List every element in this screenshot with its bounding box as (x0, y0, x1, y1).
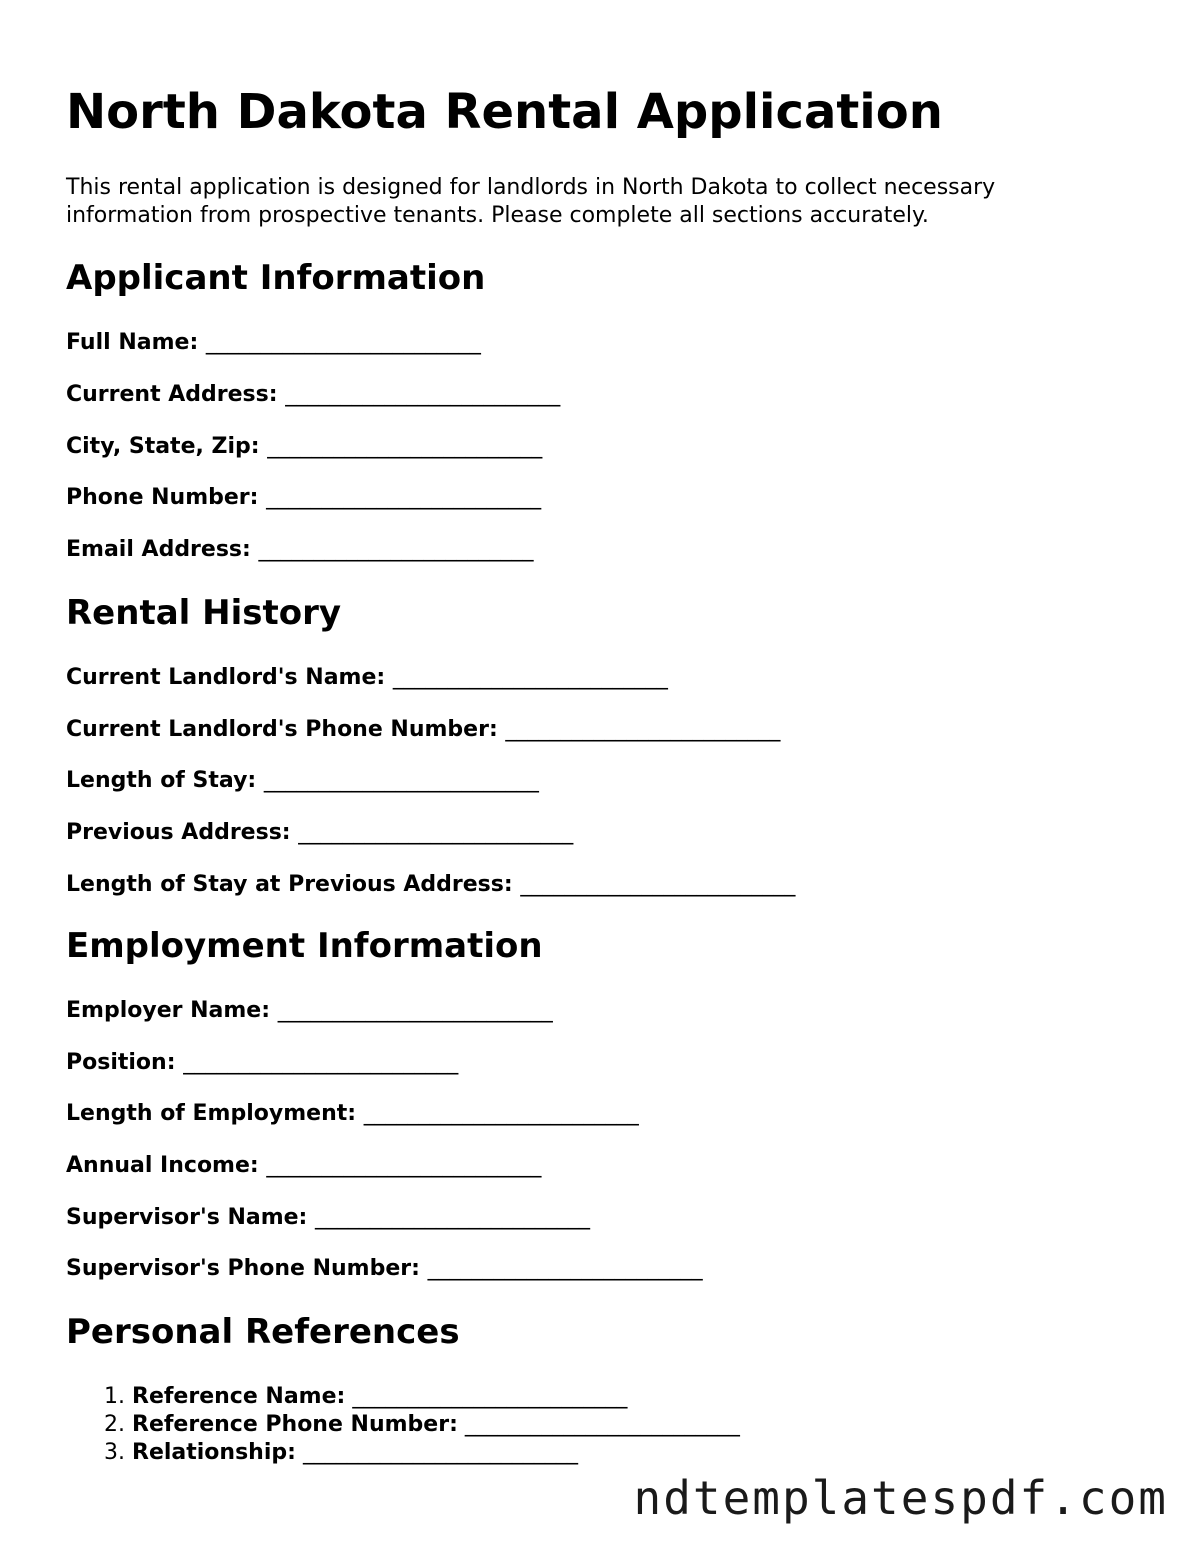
list-number: 3. (104, 1440, 125, 1465)
field-blank-line[interactable]: _________________________ (520, 872, 796, 897)
field-label: Supervisor's Phone Number: (66, 1256, 420, 1281)
field-email-address[interactable] (66, 536, 534, 564)
field-current-address[interactable] (66, 381, 560, 409)
field-previous-address[interactable] (66, 819, 573, 847)
section-heading-applicant: Applicant Information (66, 258, 486, 298)
field-length-of-employment[interactable] (66, 1100, 639, 1128)
list-number: 2. (104, 1412, 125, 1437)
field-label: City, State, Zip: (66, 434, 260, 459)
section-heading-employment: Employment Information (66, 926, 543, 966)
field-label: Phone Number: (66, 485, 259, 510)
field-supervisor-phone[interactable] (66, 1255, 703, 1283)
field-label: Current Landlord's Name: (66, 665, 386, 690)
page-title: North Dakota Rental Application (66, 84, 943, 140)
field-label: Supervisor's Name: (66, 1205, 308, 1230)
intro-paragraph: This rental application is designed for landlords in North Dakota to collect necessary information from prospective tenants. Please complete all sections accurately. (66, 175, 996, 228)
field-length-of-stay[interactable] (66, 767, 539, 795)
field-city-state-zip[interactable] (66, 433, 542, 461)
field-blank-line[interactable]: _________________________ (352, 1384, 628, 1409)
field-label: Current Address: (66, 382, 278, 407)
field-label: Length of Stay: (66, 768, 257, 793)
field-current-landlord-name[interactable] (66, 664, 668, 692)
reference-item-phone[interactable] (66, 1411, 740, 1439)
watermark-text: ndtemplatespdf.com (633, 1471, 1168, 1525)
field-label: Previous Address: (66, 820, 291, 845)
field-blank-line[interactable]: _________________________ (298, 820, 574, 845)
field-blank-line[interactable]: _________________________ (183, 1050, 459, 1075)
field-blank-line[interactable]: _________________________ (266, 1153, 542, 1178)
field-blank-line[interactable]: _________________________ (363, 1101, 639, 1126)
list-number: 1. (104, 1384, 125, 1409)
field-supervisor-name[interactable] (66, 1204, 590, 1232)
field-label: Reference Phone Number: (132, 1412, 458, 1437)
field-phone-number[interactable] (66, 484, 541, 512)
section-heading-references: Personal References (66, 1312, 460, 1352)
reference-item-name[interactable] (66, 1383, 740, 1411)
field-label: Current Landlord's Phone Number: (66, 717, 498, 742)
field-blank-line[interactable]: _________________________ (263, 768, 539, 793)
section-heading-rental-history: Rental History (66, 593, 342, 633)
field-blank-line[interactable]: _________________________ (505, 717, 781, 742)
field-label: Annual Income: (66, 1153, 259, 1178)
field-current-landlord-phone[interactable] (66, 716, 780, 744)
field-position[interactable] (66, 1049, 458, 1077)
field-blank-line[interactable]: _________________________ (267, 434, 543, 459)
field-label: Reference Name: (132, 1384, 346, 1409)
reference-item-relationship[interactable] (66, 1439, 740, 1467)
field-label: Email Address: (66, 537, 251, 562)
field-blank-line[interactable]: _________________________ (266, 485, 542, 510)
field-blank-line[interactable]: _________________________ (464, 1412, 740, 1437)
field-annual-income[interactable] (66, 1152, 541, 1180)
field-blank-line[interactable]: _________________________ (205, 330, 481, 355)
field-label: Position: (66, 1050, 176, 1075)
field-label: Employer Name: (66, 998, 271, 1023)
field-blank-line[interactable]: _________________________ (277, 998, 553, 1023)
field-label: Length of Stay at Previous Address: (66, 872, 513, 897)
field-blank-line[interactable]: _________________________ (392, 665, 668, 690)
field-label: Length of Employment: (66, 1101, 357, 1126)
field-employer-name[interactable] (66, 997, 553, 1025)
field-blank-line[interactable]: _________________________ (427, 1256, 703, 1281)
field-full-name[interactable] (66, 329, 481, 357)
references-list (66, 1383, 740, 1467)
field-label: Full Name: (66, 330, 199, 355)
field-length-of-stay-previous[interactable] (66, 871, 795, 899)
field-blank-line[interactable]: _________________________ (302, 1440, 578, 1465)
field-blank-line[interactable]: _________________________ (315, 1205, 591, 1230)
field-blank-line[interactable]: _________________________ (285, 382, 561, 407)
field-label: Relationship: (132, 1440, 296, 1465)
field-blank-line[interactable]: _________________________ (258, 537, 534, 562)
